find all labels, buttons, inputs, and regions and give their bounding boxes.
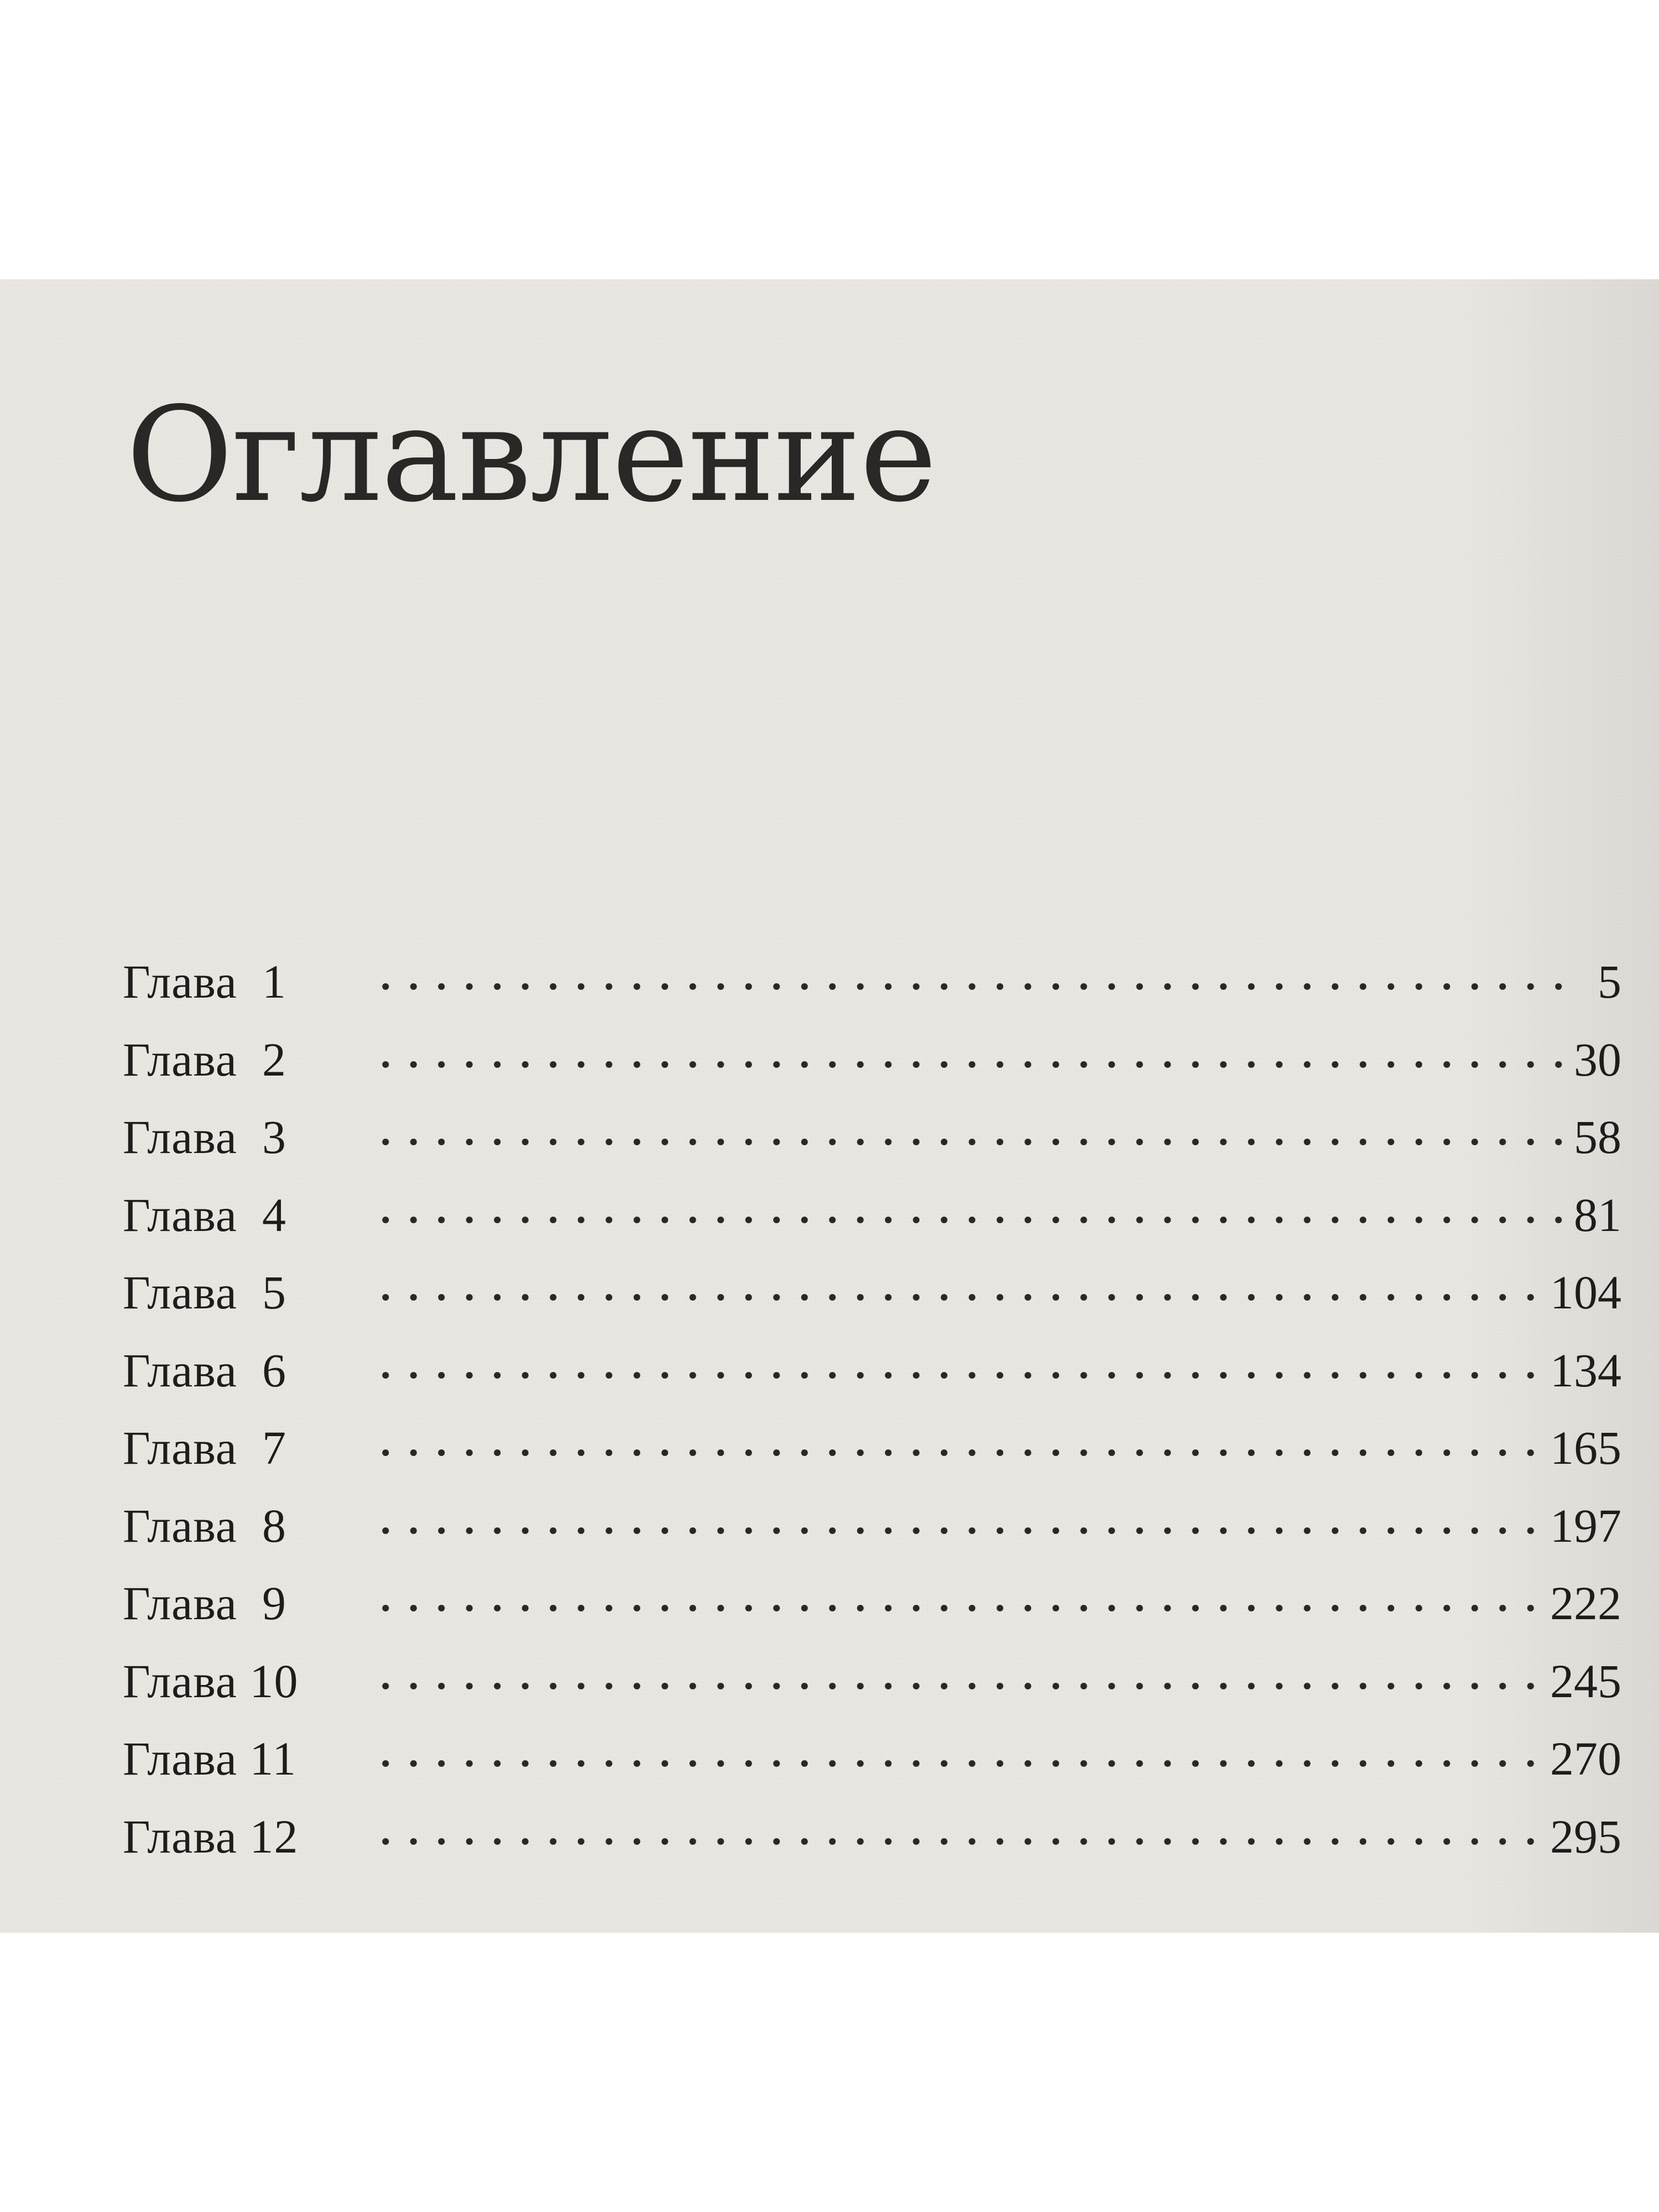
chapter-number: 4 <box>262 1188 286 1241</box>
chapter-number: 8 <box>262 1499 286 1552</box>
chapter-number: 7 <box>262 1421 286 1474</box>
page-number: 30 <box>1574 1032 1621 1086</box>
dot-leader <box>372 1372 1545 1379</box>
chapter-number: 3 <box>262 1110 286 1164</box>
chapter-word: Глава <box>123 1577 237 1630</box>
page-number: 295 <box>1550 1809 1621 1863</box>
dot-leader <box>372 1527 1545 1534</box>
dot-leader <box>372 1061 1568 1068</box>
dot-leader <box>372 1683 1545 1689</box>
chapter-word: Глава <box>123 1266 237 1319</box>
dot-leader <box>372 1217 1568 1223</box>
chapter-word: Глава <box>123 1654 237 1708</box>
chapter-label <box>123 1653 366 1709</box>
chapter-word: Глава <box>123 1343 237 1397</box>
toc-entry <box>123 1187 1621 1265</box>
chapter-label <box>123 1265 366 1320</box>
chapter-number: 6 <box>262 1343 286 1397</box>
chapter-label <box>123 1187 366 1243</box>
chapter-number: 9 <box>262 1577 286 1630</box>
page-title: Оглавление <box>126 379 936 531</box>
page-number: 58 <box>1574 1110 1621 1164</box>
toc-entry <box>123 1109 1621 1187</box>
toc-entry <box>123 1032 1621 1110</box>
page-number: 81 <box>1574 1188 1621 1241</box>
page-number: 134 <box>1550 1343 1621 1397</box>
chapter-word: Глава <box>123 1110 237 1164</box>
toc-entry <box>123 1265 1621 1343</box>
page-number: 5 <box>1598 955 1621 1008</box>
dot-leader <box>372 1294 1545 1301</box>
toc-entry <box>123 1731 1621 1809</box>
chapter-number: 5 <box>262 1266 286 1319</box>
table-of-contents <box>123 954 1621 1886</box>
chapter-number: 11 <box>249 1732 297 1785</box>
dot-leader <box>372 1449 1545 1456</box>
toc-entry <box>123 1343 1621 1421</box>
dot-leader <box>372 1760 1545 1767</box>
chapter-word: Глава <box>123 1732 237 1785</box>
chapter-label <box>123 1109 366 1165</box>
page-number: 104 <box>1550 1266 1621 1319</box>
dot-leader <box>372 1139 1568 1145</box>
chapter-label <box>123 1809 366 1864</box>
chapter-number: 12 <box>249 1809 299 1863</box>
chapter-label <box>123 1731 366 1786</box>
toc-entry <box>123 954 1621 1032</box>
page-number: 245 <box>1550 1654 1621 1708</box>
toc-entry <box>123 1420 1621 1498</box>
chapter-label <box>123 1420 366 1475</box>
chapter-word: Глава <box>123 955 237 1008</box>
page-number: 197 <box>1550 1499 1621 1552</box>
chapter-label <box>123 1343 366 1398</box>
toc-entry <box>123 1653 1621 1731</box>
page-number: 222 <box>1550 1577 1621 1630</box>
chapter-label <box>123 1575 366 1631</box>
page-number: 165 <box>1550 1421 1621 1474</box>
page-number: 270 <box>1550 1732 1621 1785</box>
toc-entry <box>123 1498 1621 1576</box>
chapter-label <box>123 1498 366 1553</box>
chapter-label <box>123 1032 366 1087</box>
chapter-word: Глава <box>123 1499 237 1552</box>
chapter-word: Глава <box>123 1032 237 1086</box>
toc-entry <box>123 1809 1621 1887</box>
chapter-word: Глава <box>123 1188 237 1241</box>
chapter-word: Глава <box>123 1809 237 1863</box>
dot-leader <box>372 1838 1545 1845</box>
chapter-number: 1 <box>262 955 286 1008</box>
chapter-label <box>123 954 366 1009</box>
chapter-word: Глава <box>123 1421 237 1474</box>
chapter-number: 10 <box>249 1654 299 1708</box>
dot-leader <box>372 1605 1545 1611</box>
chapter-number: 2 <box>262 1032 286 1086</box>
dot-leader <box>372 983 1577 990</box>
toc-entry <box>123 1575 1621 1653</box>
